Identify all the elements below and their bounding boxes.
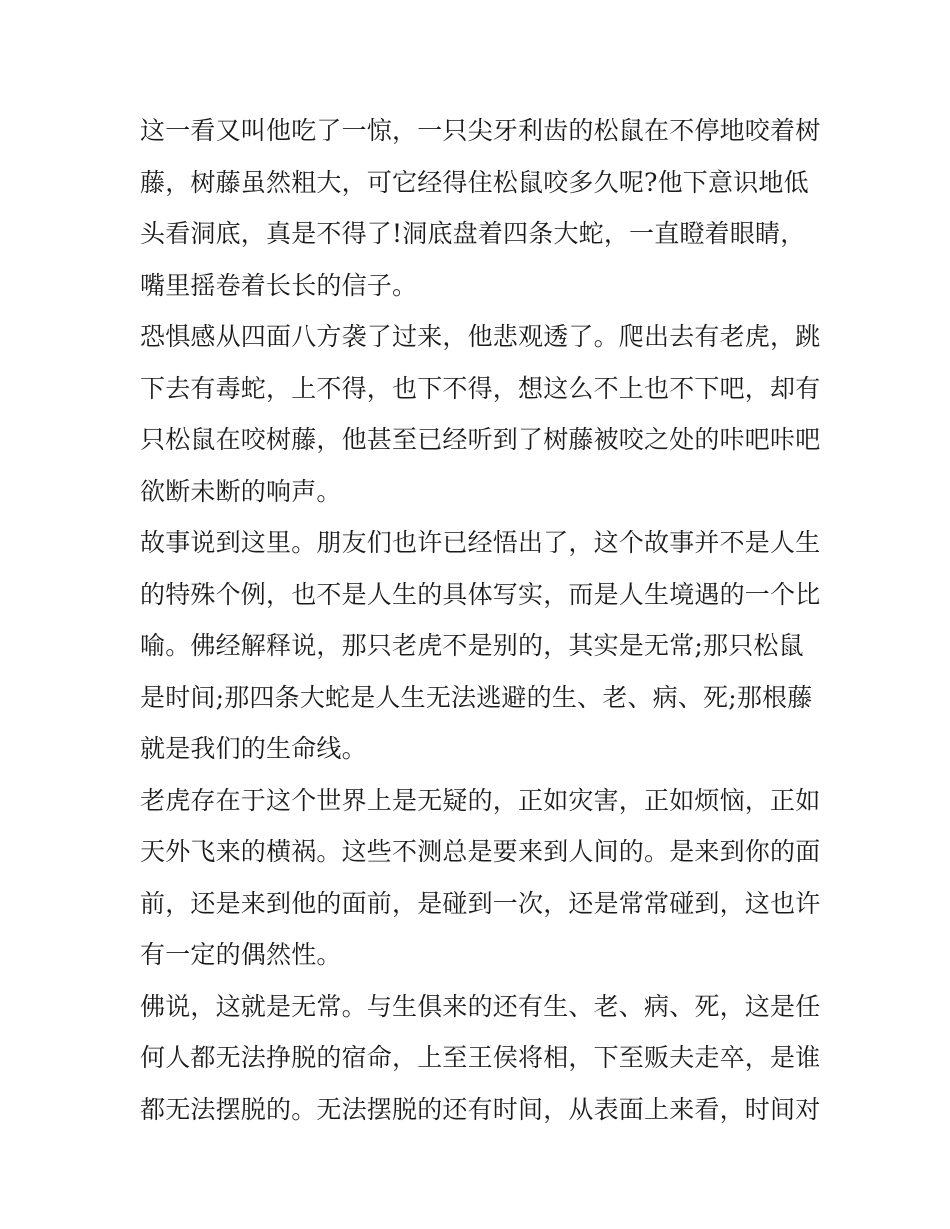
paragraph xyxy=(140,981,820,1136)
text-line: 这一看又叫他吃了一惊，一只尖牙利齿的松鼠在不停地咬着树 xyxy=(140,116,821,145)
text-line: 头看洞底，真是不得了!洞底盘着四条大蛇，一直瞪着眼睛， xyxy=(140,219,806,248)
text-line: 故事说到这里。朋友们也许已经悟出了，这个故事并不是人生 xyxy=(140,528,821,557)
text-line: 有一定的偶然性。 xyxy=(140,940,342,969)
document-body xyxy=(140,105,820,1135)
text-line: 恐惧感从四面八方袭了过来，他悲观透了。爬出去有老虎，跳 xyxy=(140,322,821,351)
paragraph xyxy=(140,311,820,517)
text-line: 佛说，这就是无常。与生俱来的还有生、老、病、死，这是任 xyxy=(140,991,821,1021)
text-line: 只松鼠在咬树藤，他甚至已经听到了树藤被咬之处的咔吧咔吧 xyxy=(140,425,821,454)
text-line: 天外飞来的横祸。这些不测总是要来到人间的。是来到你的面 xyxy=(140,837,821,866)
text-line: 何人都无法挣脱的宿命，上至王侯将相，下至贩夫走卒，是谁 xyxy=(140,1043,821,1072)
paragraph xyxy=(140,775,820,981)
text-line: 就是我们的生命线。 xyxy=(140,734,367,763)
text-line: 欲断未断的响声。 xyxy=(140,476,342,506)
text-line: 的特殊个例，也不是人生的具体写实，而是人生境遇的一个比 xyxy=(140,579,821,609)
text-line: 喻。佛经解释说，那只老虎不是别的，其实是无常;那只松鼠 xyxy=(140,631,804,660)
text-line: 嘴里摇卷着长长的信子。 xyxy=(140,270,418,300)
text-line: 是时间;那四条大蛇是人生无法逃避的生、老、病、死;那根藤 xyxy=(140,682,813,712)
paragraph xyxy=(140,105,820,311)
text-line: 老虎存在于这个世界上是无疑的，正如灾害，正如烦恼，正如 xyxy=(140,785,821,815)
text-line: 下去有毒蛇，上不得，也下不得，想这么不上也不下吧，却有 xyxy=(140,373,821,403)
paragraph xyxy=(140,517,820,775)
text-line: 藤，树藤虽然粗大，可它经得住松鼠咬多久呢?他下意识地低 xyxy=(140,167,809,197)
text-line: 前，还是来到他的面前，是碰到一次，还是常常碰到，这也许 xyxy=(140,888,821,918)
text-line: 都无法摆脱的。无法摆脱的还有时间，从表面上来看，时间对 xyxy=(140,1094,821,1124)
